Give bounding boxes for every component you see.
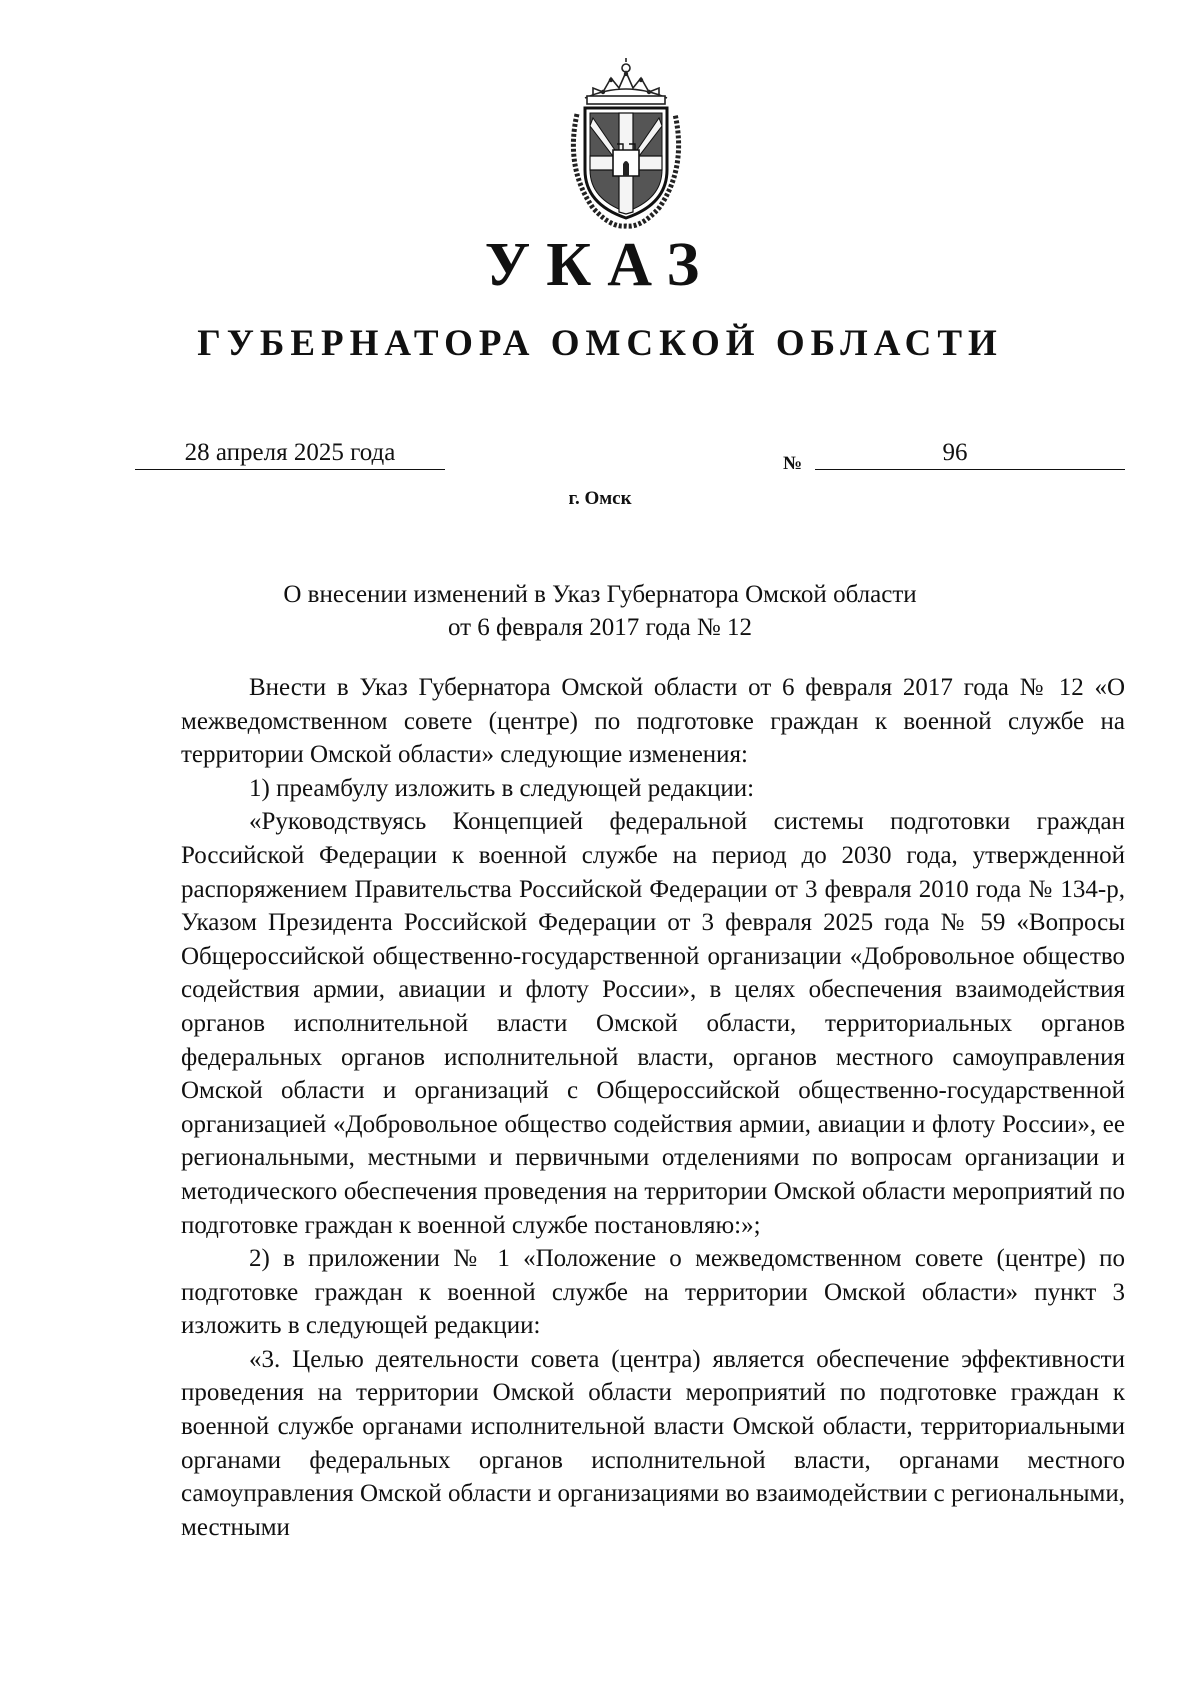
paragraph-item-2: 2) в приложении № 1 «Положение о межведомственном совете (центре) по подготовке граждан к военной службе на территории Омской области» пункт 3 изложить в следующей редакции: <box>181 1245 1125 1340</box>
document-date: 28 апреля 2025 года <box>135 437 445 470</box>
document-number: 96 <box>815 437 1125 470</box>
document-body <box>181 671 1125 1544</box>
document-issuer: ГУБЕРНАТОРА ОМСКОЙ ОБЛАСТИ <box>197 323 1003 364</box>
paragraph-intro: Внести в Указ Губернатора Омской области от 6 февраля 2017 года № 12 «О межведомственном совете (центре) по подготовке граждан к военной службе на территории Омской области» следующие изменения: <box>181 674 1125 769</box>
document-city: г. Омск <box>568 488 632 509</box>
paragraph-item-1: 1) преамбулу изложить в следующей редакции: <box>249 774 755 802</box>
document-title: УКАЗ <box>484 231 716 299</box>
subject-line-1: О внесении изменений в Указ Губернатора Омской области <box>283 581 917 608</box>
paragraph-preamble: «Руководствуясь Концепцией федеральной системы подготовки граждан Российской Федерации к военной службе на период до 2030 года, утвержденной распоряжением Правительства Российской Федерации от 3 февраля 2010 года № 134-р, Указом Президента Российской Федерации от 3 февраля 2025 года № 59 «Вопросы Общероссийской общественно-государственной организации «Добровольное общество содействия армии, авиации и флоту России», в целях обеспечения взаимодействия органов исполнительной власти Омской области, территориальных органов федеральных органов исполнительной власти, органов местного самоуправления Омской области и организаций с Общероссийской общественно-государственной организацией «Добровольное общество содействия армии, авиации и флоту России», ее региональными, местными и первичными отделениями по вопросам организации и методического обеспечения проведения на территории Омской области мероприятий по подготовке граждан к военной службе постановляю:»; <box>181 808 1125 1239</box>
omsk-oblast-coat-of-arms-icon <box>563 58 689 230</box>
document-subject <box>150 578 1050 644</box>
number-label: № <box>783 453 803 474</box>
subject-line-2: от 6 февраля 2017 года № 12 <box>447 614 753 641</box>
paragraph-point-3: «3. Целью деятельности совета (центра) является обеспечение эффективности проведения на территории Омской области мероприятий по подготовке граждан к военной службе органами исполнительной власти Омской области, территориальными органами федеральных органов исполнительной власти, органами местного самоуправления Омской области и организациями во взаимодействии с региональными, местными <box>181 1345 1125 1541</box>
